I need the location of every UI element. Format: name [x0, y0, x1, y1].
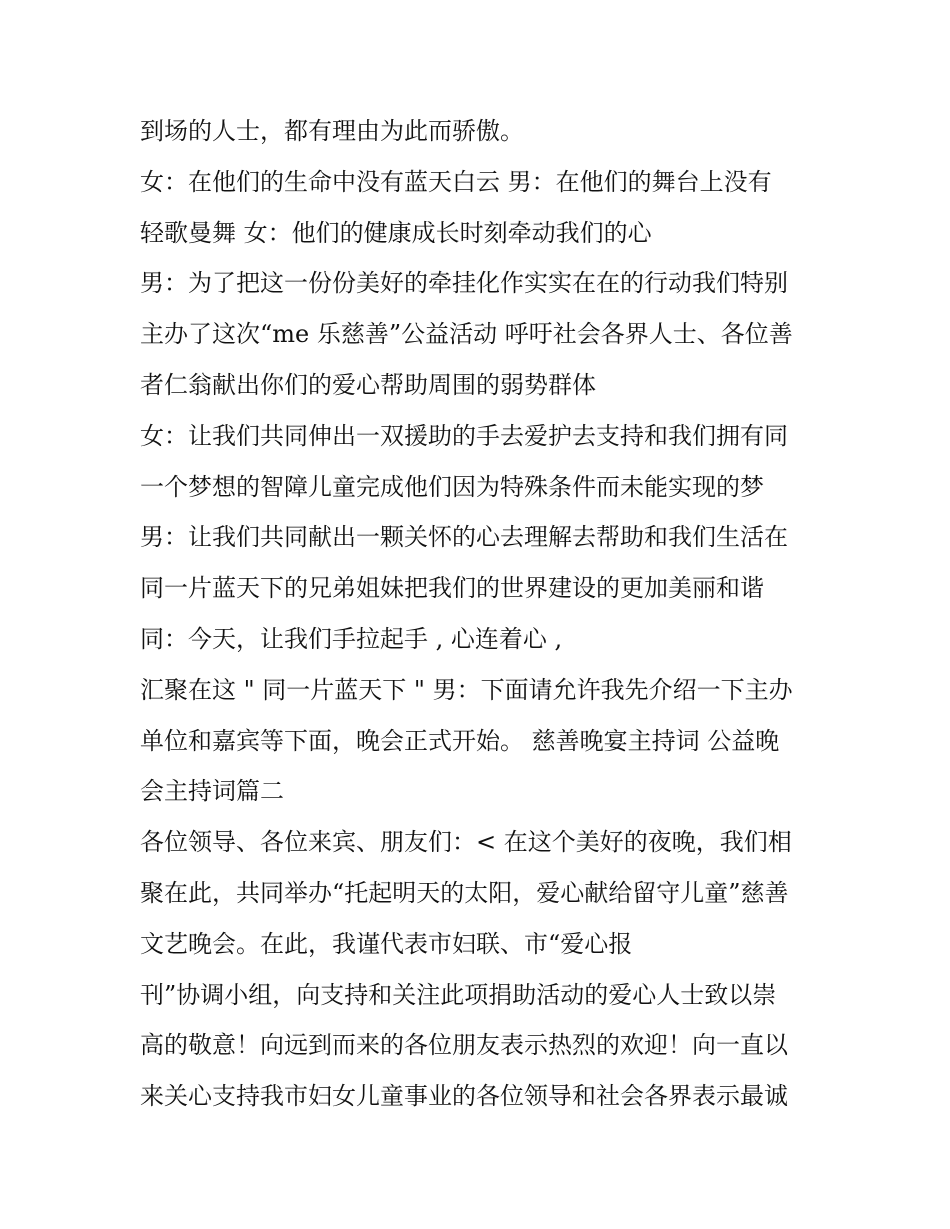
text-line: 文艺晚会。在此，我谨代表市妇联、市“爱心报 [140, 929, 633, 958]
text-line: 女：在他们的生命中没有蓝天白云 男：在他们的舞台上没有 [140, 167, 772, 196]
text-line: 聚在此，共同举办“托起明天的太阳，爱心献给留守儿童”慈善 [140, 878, 789, 907]
text-line: 来关心支持我市妇女儿童事业的各位领导和社会各界表示最诚 [140, 1082, 788, 1111]
text-line: 主办了这次“me 乐慈善”公益活动 呼吁社会各界人士、各位善 [140, 320, 793, 349]
text-line: 同：今天，让我们手拉起手 , 心连着心 , [140, 624, 563, 653]
text-line: 高的敬意！向远到而来的各位朋友表示热烈的欢迎！向一直以 [140, 1031, 788, 1060]
text-line: 男：为了把这一份份美好的牵挂化作实实在在的行动我们特别 [140, 269, 788, 298]
text-line: 单位和嘉宾等下面，晚会正式开始。 慈善晚宴主持词 公益晚 [140, 726, 780, 755]
text-line: 一个梦想的智障儿童完成他们因为特殊条件而未能实现的梦 [140, 472, 764, 501]
text-line: 同一片蓝天下的兄弟姐妹把我们的世界建设的更加美丽和谐 [140, 574, 764, 603]
text-line: 男：让我们共同献出一颗关怀的心去理解去帮助和我们生活在 [140, 523, 788, 552]
text-line: 女：让我们共同伸出一双援助的手去爱护去支持和我们拥有同 [140, 421, 788, 450]
text-line: 轻歌曼舞 女：他们的健康成长时刻牵动我们的心 [140, 218, 652, 247]
text-line: 刊”协调小组，向支持和关注此项捐助活动的爱心人士致以崇 [140, 980, 777, 1009]
text-line: 会主持词篇二 [140, 777, 284, 806]
text-line: 汇聚在这 " 同一片蓝天下 " 男：下面请允许我先介绍一下主办 [140, 675, 793, 704]
text-line: 各位领导、各位来宾、朋友们：< 在这个美好的夜晚，我们相 [140, 828, 792, 857]
text-line: 到场的人士，都有理由为此而骄傲。 [140, 117, 524, 145]
text-line: 者仁翁献出你们的爱心帮助周围的弱势群体 [140, 370, 596, 399]
document-body [140, 106, 830, 1122]
